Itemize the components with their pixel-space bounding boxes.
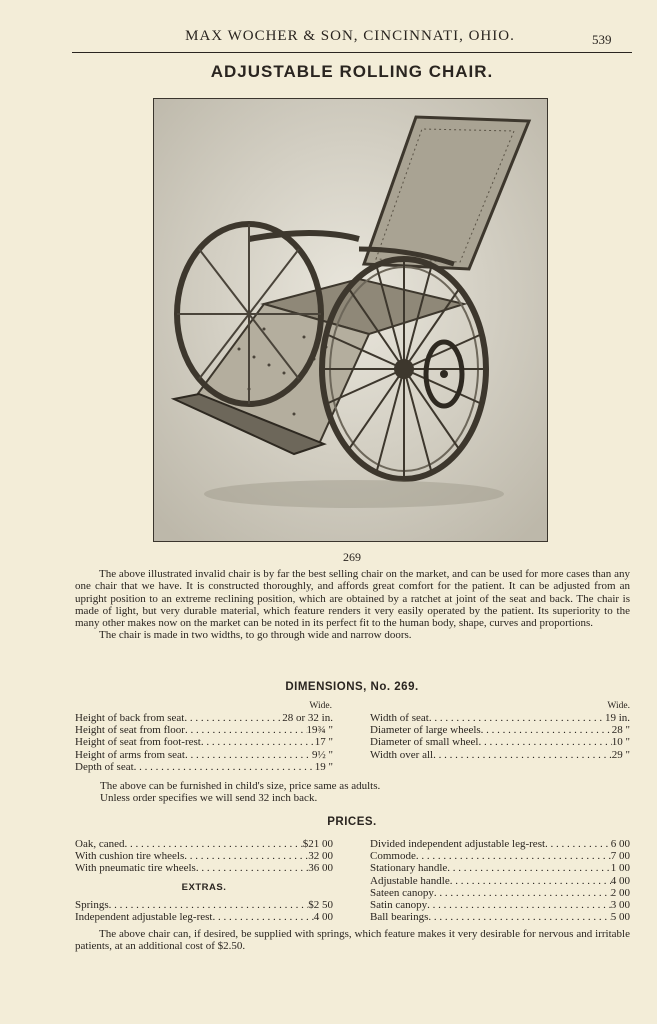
list-item: Height of seat from foot-rest . . . 17 " bbox=[75, 736, 333, 748]
list-item: Independent adjustable leg-rest . . . 4 00 bbox=[75, 911, 333, 923]
extras-heading: EXTRAS. bbox=[181, 882, 227, 893]
list-item: Height of arms from seat . . . 9½ " bbox=[75, 749, 333, 761]
list-item: Satin canopy . . . 3 00 bbox=[370, 899, 630, 911]
dimensions-notes bbox=[100, 780, 620, 804]
prices-right-list bbox=[370, 838, 630, 923]
list-item: Depth of seat . . . 19 " bbox=[75, 761, 333, 773]
list-item: Stationary handle . . . 1 00 bbox=[370, 862, 630, 874]
page-number: 539 bbox=[592, 32, 612, 47]
page-title: ADJUSTABLE ROLLING CHAIR. bbox=[210, 62, 494, 81]
running-header: MAX WOCHER & SON, CINCINNATI, OHIO. bbox=[185, 28, 515, 44]
list-item: Springs . . . $2 50 bbox=[75, 899, 333, 911]
dimensions-right-list bbox=[370, 712, 630, 761]
dimensions-left-col-head: Wide. bbox=[309, 701, 332, 711]
description-paragraph: The above illustrated invalid chair is by far the best selling chair on the market, and can be used for more cases than any one chair that we have. It is constructed thoroughly, and affords great comfort for the patient. It can be adjusted from an upright position to an extreme reclining position, which are obtained by a ratchet at joint of the seat and back. The chair is made of light, but very durable material, which feature renders it very easily operated by the patient. Its superiority to the many other makes now on the market can be noted in its perfect fit to the human body, shape, curves and proportions. bbox=[75, 568, 630, 630]
list-item: Diameter of large wheels . . . 28 " bbox=[370, 724, 630, 736]
note: The above can be furnished in child's size, price same as adults. bbox=[100, 780, 381, 792]
closing-paragraph: The above chair can, if desired, be supplied with springs, which feature makes it very desirable for nervous and irritable patients, at an additional cost of $2.50. bbox=[75, 928, 630, 953]
list-item: Width of seat . . . 19 in. bbox=[370, 712, 630, 724]
note: Unless order specifies we will send 32 inch back. bbox=[100, 792, 318, 805]
list-item: Diameter of small wheel . . . 10 " bbox=[370, 736, 630, 748]
wheelchair-photo bbox=[153, 98, 548, 542]
dimensions-right-col-head: Wide. bbox=[607, 701, 630, 711]
list-item: Adjustable handle . . . 4 00 bbox=[370, 875, 630, 887]
list-item: Oak, caned . . . $21 00 bbox=[75, 838, 333, 850]
list-item: With cushion tire wheels . . . 32 00 bbox=[75, 850, 333, 862]
list-item: With pneumatic tire wheels . . . 36 00 bbox=[75, 862, 333, 874]
figure-number: 269 bbox=[343, 550, 361, 564]
list-item: Width over all . . . 29 " bbox=[370, 749, 630, 761]
description-paragraph: The chair is made in two widths, to go through wide and narrow doors. bbox=[99, 629, 412, 642]
extras-list bbox=[75, 899, 333, 923]
header-rule bbox=[72, 52, 632, 53]
prices-left-list bbox=[75, 838, 333, 875]
list-item: Divided independent adjustable leg-rest . . . 6 00 bbox=[370, 838, 630, 850]
dimensions-heading: DIMENSIONS, No. 269. bbox=[285, 681, 419, 693]
list-item: Ball bearings . . . 5 00 bbox=[370, 911, 630, 923]
list-item: Commode . . . 7 00 bbox=[370, 850, 630, 862]
prices-heading: PRICES. bbox=[327, 816, 377, 828]
dimensions-left-list bbox=[75, 712, 333, 773]
list-item: Height of back from seat . . . 28 or 32 in. bbox=[75, 712, 333, 724]
wheelchair-illustration bbox=[154, 99, 547, 541]
description bbox=[75, 568, 630, 642]
list-item: Height of seat from floor . . . 19¾ " bbox=[75, 724, 333, 736]
closing-note bbox=[75, 928, 630, 953]
list-item: Sateen canopy . . . 2 00 bbox=[370, 887, 630, 899]
